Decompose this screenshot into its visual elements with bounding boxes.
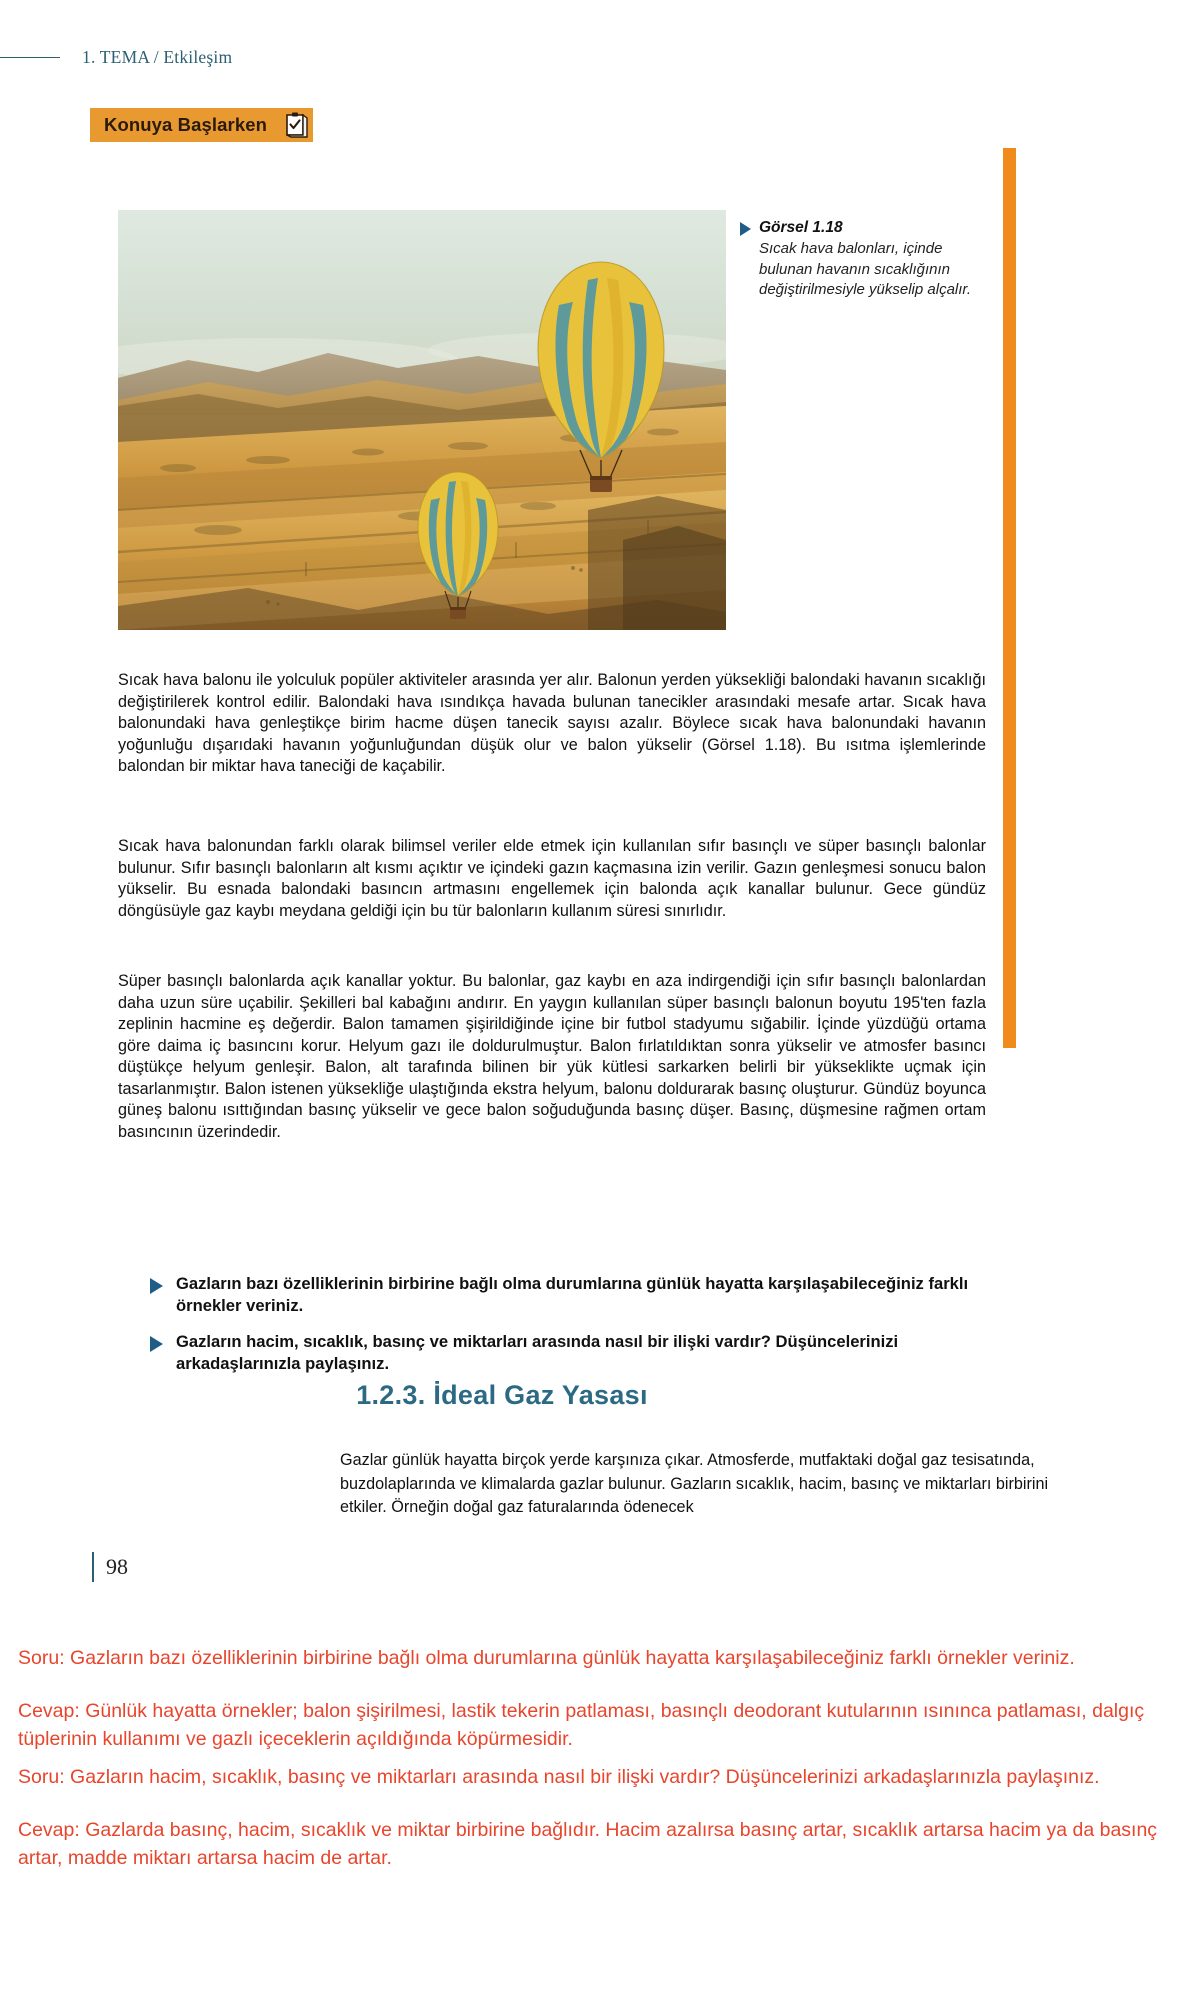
side-accent-bar — [1003, 148, 1016, 1048]
section-heading: 1.2.3. İdeal Gaz Yasası — [356, 1380, 648, 1410]
page-number — [92, 1552, 128, 1582]
clipboard-check-icon — [279, 108, 313, 142]
annotation-answer: Cevap: Gazlarda basınç, hacim, sıcaklık ve miktar birbirine bağlıdır. Hacim azalırsa basınç artar, sıcaklık artarsa hacim ya da basınç artar, madde miktarı artarsa hacim de artar. — [18, 1819, 1158, 1869]
question-text: Gazların bazı özelliklerinin birbirine bağlı olma durumlarına günlük hayatta karşılaşabileceğiniz farklı örnekler veriniz. — [176, 1274, 969, 1316]
question-list — [150, 1273, 980, 1389]
figure-caption-body: Sıcak hava balonları, içinde bulunan havanın sıcaklığının değiştirilmesiyle yükselip alçalır. — [759, 240, 972, 298]
page-number-text: 98 — [106, 1554, 128, 1579]
section-badge — [90, 108, 313, 142]
body-paragraph: Sıcak hava balonu ile yolculuk popüler aktiviteler arasında yer alır. Balonun yerden yüksekliği balondaki havanın sıcaklığı değiştirilerek kontrol edilir. Balondaki hava ısındıkça havada bulunan tanecikler arasındaki mesafe artar. Sıcak hava balonundaki hava genleştikçe birim hacme düşen tanecik sayısı azalır. Böylece sıcak hava balonundaki havanın yoğunluğu dışarıdaki havanın yoğunluğundan düşük olur ve balon yükselir (Görsel 1.18). Bu ısıtma işlemlerinde balondan bir miktar hava taneciği de kaçabilir. — [118, 671, 986, 776]
header-rule — [0, 57, 60, 58]
figure-caption — [740, 218, 990, 300]
question-item — [150, 1273, 980, 1317]
annotation-question: Soru: Gazların bazı özelliklerinin birbirine bağlı olma durumlarına günlük hayatta karşılaşabileceğiniz farklı örnekler veriniz. — [18, 1646, 1075, 1669]
header-title: 1. TEMA / Etkileşim — [82, 46, 233, 67]
section-badge-box — [90, 108, 279, 142]
triangle-marker-icon — [150, 1336, 163, 1352]
question-text: Gazların hacim, sıcaklık, basınç ve miktarları arasında nasıl bir ilişki vardır? Düşüncelerinizi arkadaşlarınızla paylaşınız. — [176, 1332, 899, 1374]
triangle-marker-icon — [150, 1278, 163, 1294]
body-paragraph: Süper basınçlı balonlarda açık kanallar yoktur. Bu balonlar, gaz kaybı en aza indirgendiği için sıfır basınçlı balonlardan daha uzun süre uçabilir. Şekilleri bal kabağını andırır. En yaygın kullanılan süper basınçlı balonun boyutu 195'ten fazla zeplinin hacmine eş değerdir. Balon tamamen şişirildiğinde içine bir futbol stadyumu sığabilir. İçinde yüzdüğü ortama göre daima iç basıncını korur. Helyum gazı ile doldurulmuştur. Balon fırlatıldıktan sonra yükselir ve atmosfer basıncı düştükçe helyum genleşir. Balon, alt tarafında bilinen bir yük kütlesi sarkarken belirli bir yükseklikte uçmak için tasarlanmıştır. Balon istenen yüksekliğe ulaştığında ekstra helyum, balonu doldurarak basınç oluşturur. Gündüz boyunca güneş balonu ısıttığından basınç yükselir ve gece balon soğuduğunda basınç düşer. Basınç, düşmesine rağmen ortam basıncının üzerindedir. — [118, 972, 986, 1142]
annotation-answer: Cevap: Günlük hayatta örnekler; balon şişirilmesi, lastik tekerin patlaması, basınçlı deodorant kutularının ısınınca patlaması, dalgıç tüplerinin kullanımı ve gazlı içeceklerin açıldığında köpürmesidir. — [18, 1700, 1145, 1750]
page-number-rule — [92, 1552, 94, 1582]
annotation-question: Soru: Gazların hacim, sıcaklık, basınç ve miktarları arasında nasıl bir ilişki vardır? Düşüncelerinizi arkadaşlarınızla paylaşınız. — [18, 1765, 1100, 1788]
answer-annotations — [18, 1625, 1168, 1873]
section-badge-label: Konuya Başlarken — [104, 114, 268, 135]
figure-caption-title: Görsel 1.18 — [759, 219, 843, 236]
hot-air-balloons-photo — [118, 210, 726, 630]
section-intro-paragraph: Gazlar günlük hayatta birçok yerde karşınıza çıkar. Atmosferde, mutfaktaki doğal gaz tesisatında, buzdolaplarında ve klimalarda gazlar bulunur. Gazların sıcaklık, hacim, basınç ve miktarları birbirini etkiler. Örneğin doğal gaz faturalarında ödenecek — [340, 1451, 1049, 1517]
question-item — [150, 1331, 980, 1375]
triangle-marker-icon — [740, 222, 751, 236]
body-paragraph: Sıcak hava balonundan farklı olarak bilimsel veriler elde etmek için kullanılan sıfır basınçlı ve süper basınçlı balonlar bulunur. Sıfır basınçlı balonların alt kısmı açıktır ve içindeki gazın kaçmasına izin verilir. Gazın genleşmesi sonucu balon yükselir. Bu esnada balondaki basıncın artmasını engellemek için balonda açık kanallar bulunur. Gece gündüz döngüsüyle gaz kaybı meydana geldiği için bu tür balonların kullanım süresi sınırlıdır. — [118, 837, 986, 920]
running-header — [0, 44, 400, 70]
